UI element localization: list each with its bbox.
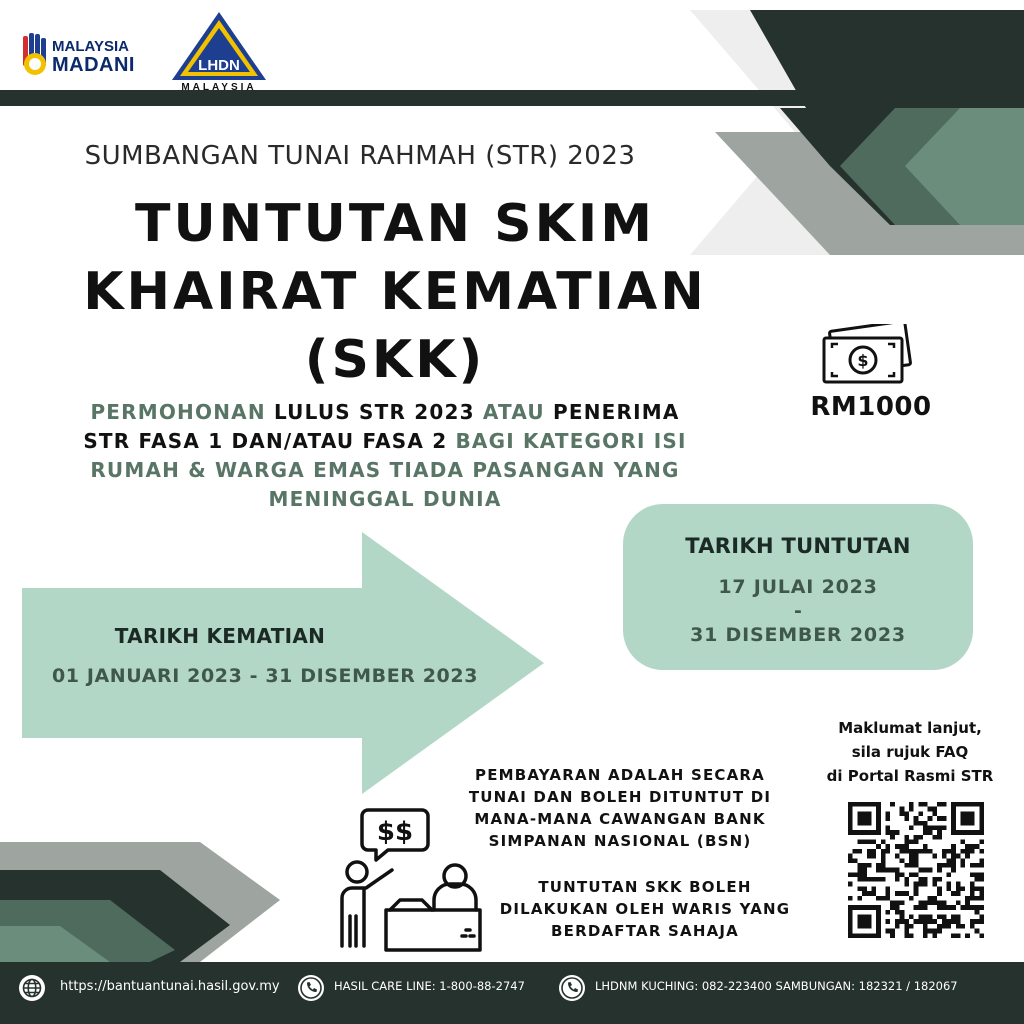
footer-bar	[0, 962, 1024, 1024]
page-title	[0, 190, 790, 394]
faq-line2: sila rujuk FAQ	[851, 743, 969, 761]
claim-date-separator: -	[794, 600, 802, 622]
footer-kuching-contact[interactable]: LHDNM KUCHING: 082-223400 SAMBUNGAN: 182321 / 182067	[595, 979, 958, 993]
heir-line2: DILAKUKAN OLEH WARIS YANG	[499, 900, 791, 918]
eligibility-description	[40, 398, 730, 514]
faq-line3: di Portal Rasmi STR	[826, 767, 994, 785]
money-bill-icon	[820, 324, 912, 386]
death-date-arrow	[22, 532, 544, 794]
qr-code-icon[interactable]	[848, 802, 984, 938]
bank-counter-icon	[330, 806, 482, 956]
payment-line4: SIMPANAN NASIONAL (BSN)	[488, 832, 752, 850]
page-subtitle: SUMBANGAN TUNAI RAHMAH (STR) 2023	[84, 141, 636, 171]
claim-date-title: TARIKH TUNTUTAN	[685, 534, 911, 558]
lhdn-subtitle: MALAYSIA	[181, 82, 257, 93]
title-line1: TUNTUTAN SKIM	[134, 194, 656, 254]
desc-word-1: PERMOHONAN	[90, 400, 266, 424]
madani-line2: MADANI	[52, 54, 135, 76]
globe-icon	[18, 974, 46, 1002]
desc-word-6: BAGI KATEGORI ISI	[455, 429, 687, 453]
payment-note	[430, 764, 810, 852]
payment-line2: TUNAI DAN BOLEH DITUNTUT DI	[468, 788, 772, 806]
death-date-range: 01 JANUARI 2023 - 31 DISEMBER 2023	[51, 665, 479, 687]
payment-line3: MANA-MANA CAWANGAN BANK	[474, 810, 766, 828]
desc-word-4: PENERIMA	[553, 400, 680, 424]
footer-website-link[interactable]: https://bantuantunai.hasil.gov.my	[60, 979, 280, 994]
desc-word-8: MENINGGAL DUNIA	[268, 487, 502, 511]
lhdn-logo-icon	[170, 10, 268, 82]
madani-line1: MALAYSIA	[52, 38, 129, 55]
faq-line1: Maklumat lanjut,	[838, 719, 982, 737]
malaysia-madani-logo	[20, 32, 142, 80]
faq-note	[800, 716, 1020, 788]
claim-end-date: 31 DISEMBER 2023	[690, 624, 906, 646]
desc-word-3: ATAU	[482, 400, 545, 424]
desc-word-7: RUMAH & WARGA EMAS TIADA PASANGAN YANG	[90, 458, 680, 482]
svg-text:$: $	[857, 351, 869, 370]
claim-start-date: 17 JULAI 2023	[718, 576, 878, 598]
bottom-left-decoration	[0, 830, 340, 970]
desc-word-2: LULUS STR 2023	[273, 400, 475, 424]
death-date-title: TARIKH KEMATIAN	[114, 624, 326, 648]
lhdn-logo	[166, 10, 272, 93]
desc-word-5: STR FASA 1 DAN/ATAU FASA 2	[83, 429, 448, 453]
heir-note	[475, 876, 815, 942]
footer-care-line[interactable]: HASIL CARE LINE: 1-800-88-2747	[334, 979, 525, 993]
title-line2: KHAIRAT KEMATIAN	[83, 262, 707, 322]
phone-icon	[558, 974, 586, 1002]
payment-line1: PEMBAYARAN ADALAH SECARA	[475, 766, 765, 784]
heir-line3: BERDAFTAR SAHAJA	[551, 922, 739, 940]
benefit-amount: RM1000	[810, 392, 932, 422]
title-line3: (SKK)	[304, 330, 486, 390]
lhdn-mark-text: LHDN	[198, 57, 240, 74]
madani-hand-icon	[20, 32, 50, 78]
illustration-dollar-text: $$	[376, 817, 414, 847]
heir-line1: TUNTUTAN SKK BOLEH	[538, 878, 752, 896]
phone-icon	[297, 974, 325, 1002]
